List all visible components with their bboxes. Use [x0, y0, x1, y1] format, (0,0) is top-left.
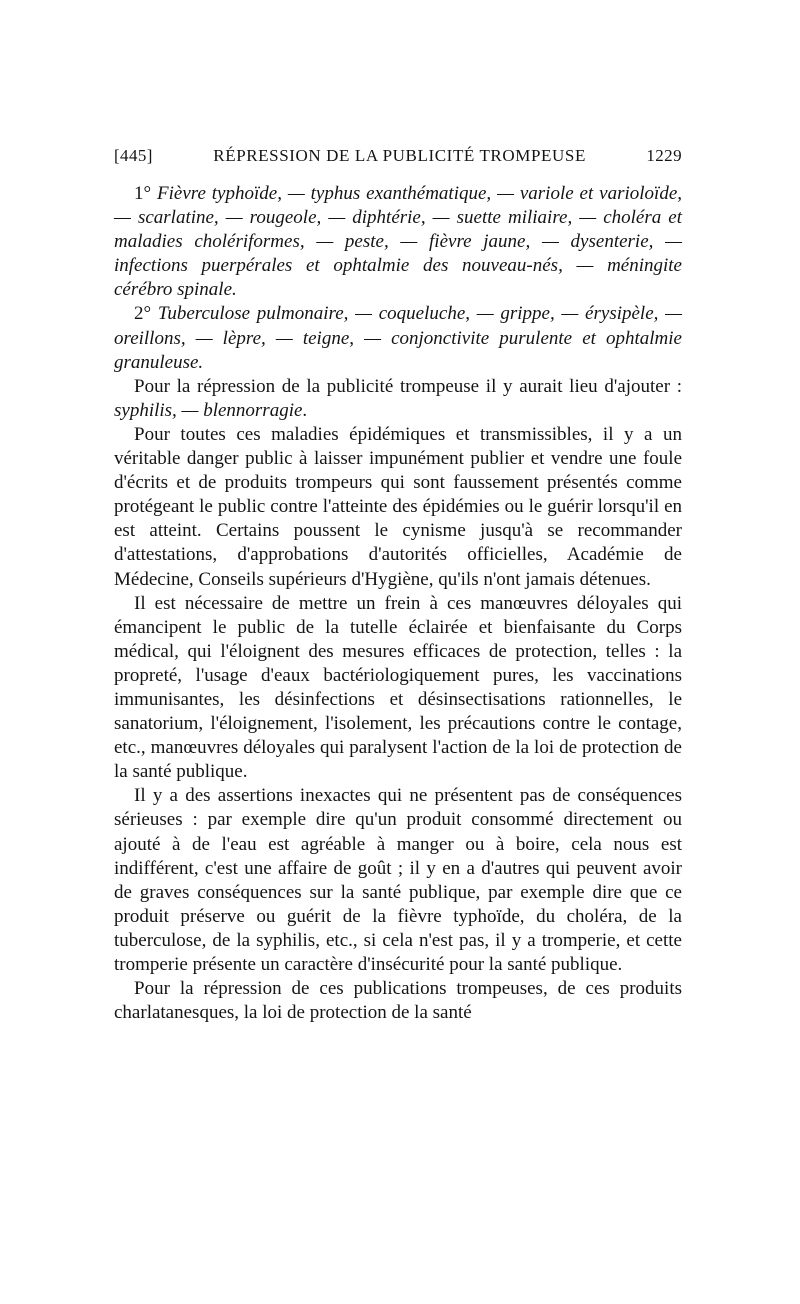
paragraph: Il y a des assertions inexactes qui ne présentent pas de conséquences sérieuses : par exemple dire qu'un produit consommé directement ou ajouté à de l'eau est agréable à manger ou à boire, cela nous est indifférent, c'est une affaire de goût ; il y en a d'autres qui peuvent avoir de graves conséquences sur la santé publique, par exemple dire que ce produit préserve ou guérit de la fièvre typhoïde, du choléra, de la tuberculose, de la syphilis, etc., si cela n'est pas, il y a tromperie, et cette tromperie présente un caractère d'insécurité pour la santé publique. [114, 785, 682, 975]
paragraph: Pour toutes ces maladies épidémiques et transmissibles, il y a un véritable danger public à laisser impunément publier et vendre une foule d'écrits et de produits trompeurs qui sont faussement présentés comme protégeant le public contre l'atteinte des épidémies ou le guérir lorsqu'il en est atteint. Certains poussent le cynisme jusqu'à se recommander d'attestations, d'approbations d'autorités officielles, Académie de Médecine, Conseils supérieurs d'Hygiène, qu'ils n'ont jamais détenues. [114, 423, 682, 590]
list-item-number: 2° [134, 303, 152, 325]
paragraph-italic: syphilis, — blennorragie [114, 399, 303, 421]
paragraph-text: Pour la répression de la publicité trompeuse il y aurait lieu d'ajouter : [134, 375, 682, 397]
list-item-2 [114, 302, 682, 374]
list-item-number: 1° [134, 183, 152, 204]
paragraph: Pour la répression de ces publications trompeuses, de ces produits charlatanesques, la loi de protection de la santé [114, 978, 682, 1024]
body-text [114, 182, 682, 1025]
paragraph-text-end: . [302, 399, 308, 421]
paragraph-addition [114, 375, 682, 423]
list-item-text: Tuberculose pulmonaire, — coqueluche, — grippe, — érysipèle, — oreillons, — lèpre, — teigne, — conjonctivite purulente et ophtalmie granuleuse. [114, 303, 683, 373]
page-number: 1229 [646, 146, 682, 165]
book-page [114, 146, 682, 1025]
page-reference: [445] [114, 146, 153, 165]
list-item-text: Fièvre typhoïde, — typhus exanthématique, — variole et varioloïde, — scarlatine, — rougeole, — diphtérie, — suette miliaire, — choléra et maladies cholériformes, — peste, — fièvre jaune, — dysenterie, — infections puerpérales et ophtalmie des nouveau-nés, — méningite cérébro spinale. [114, 183, 683, 301]
running-title: RÉPRESSION DE LA PUBLICITÉ TROMPEUSE [213, 146, 586, 165]
list-item-1 [114, 182, 682, 302]
running-header [114, 146, 682, 182]
paragraph: Il est nécessaire de mettre un frein à ces manœuvres déloyales qui émancipent le public de la tutelle éclairée et bienfaisante du Corps médical, qui l'éloignent des mesures efficaces de protection, telles : la propreté, l'usage d'eaux bactériologiquement pures, les vaccinations immunisantes, les désinfections et désinsectisations rationnelles, le sanatorium, l'éloignement, l'isolement, les précautions contre le contage, etc., manœuvres déloyales qui paralysent l'action de la loi de protection de la santé publique. [114, 592, 682, 783]
